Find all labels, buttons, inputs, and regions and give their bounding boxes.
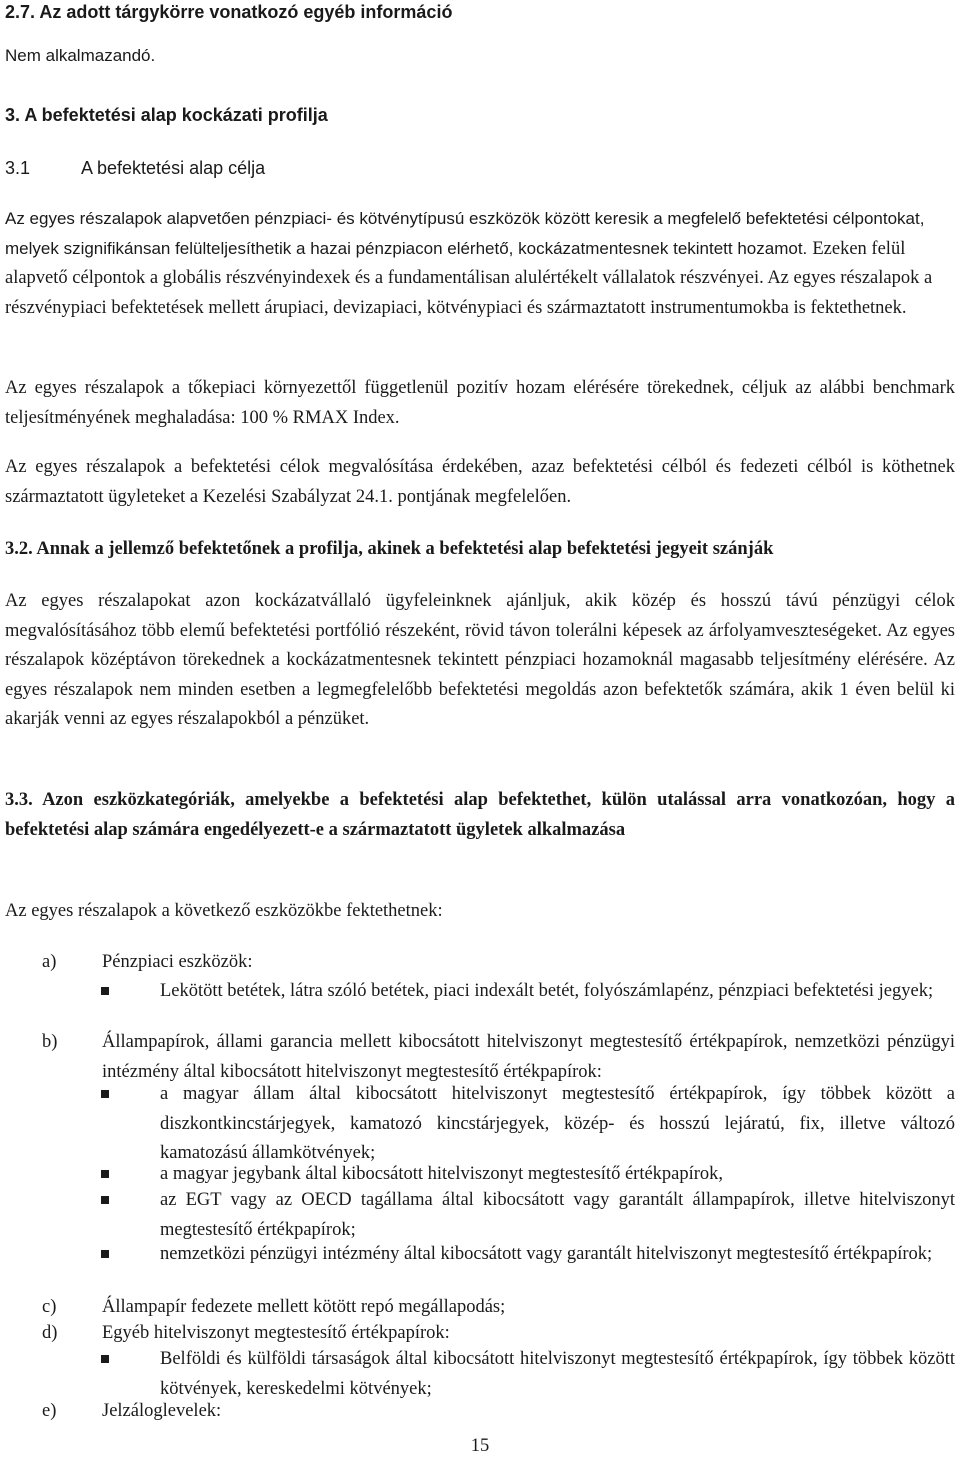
bullet-text-5: nemzetközi pénzügyi intézmény által kibocsátott vagy garantált hitelviszonyt megtestesítő értékpapírok; <box>160 1244 933 1264</box>
section-3-3-title: 3.3. Azon eszközkategóriák, amelyekbe a befektetési alap befektethet, külön utalással arra vonatkozóan, hogy a befektetési alap számára engedélyezett-e a származtatott ügyletek alkalmazása <box>5 790 955 840</box>
square-bullet-icon <box>101 987 109 995</box>
list-text-e: Jelzáloglevelek: <box>102 1401 222 1421</box>
section-3-1-title: A befektetési alap célja <box>81 158 266 178</box>
section-3-1-paragraph-1a: Az egyes részalapok alapvetően pénzpiaci- és kötvénytípusú eszközök között keresik a megfelelő befektetési célpontokat, melyek szignifikánsan felülteljesíthetik a hazai pénzpiacon elérhető, kockázatmentesnek tekintett hozamot. <box>5 209 925 258</box>
square-bullet-icon <box>101 1090 109 1098</box>
section-3-2-body: Az egyes részalapokat azon kockázatvállaló ügyfeleinknek ajánljuk, akik közép és hosszú távú pénzügyi célok megvalósításához több elemű befektetési portfólió részeként, rövid távon tolerálni képesek az árfolyamveszteségeket. Az egyes részalapok középtávon törekednek a kockázatmentesnek tekintett pénzpiaci hozamoknál magasabb teljesítmény elérésére. Az egyes részalapok nem minden esetben a legmegfelelőbb befektetési megoldás azon befektetők számára, akik 1 éven belül ki akarják venni az egyes részalapokból a pénzüket. <box>5 591 955 729</box>
bullet-text-2: a magyar állam által kibocsátott hitelviszonyt megtestesítő értékpapírok, így többek között a diszkontkincstárjegyek, kamatozó kincstárjegyek, közép- és hosszú lejáratú, fix, illetve változó kamatozású államkötvények; <box>160 1084 955 1163</box>
list-marker-e: e) <box>42 1401 57 1421</box>
list-marker-a: a) <box>42 952 57 972</box>
square-bullet-icon <box>101 1170 109 1178</box>
list-marker-c: c) <box>42 1297 57 1317</box>
section-3-1-paragraph-1 <box>5 204 955 323</box>
section-2-7-body: Nem alkalmazandó. <box>5 46 156 65</box>
list-text-c: Állampapír fedezete mellett kötött repó megállapodás; <box>102 1297 506 1317</box>
bullet-item-2 <box>5 1080 955 1169</box>
bullet-text-4: az EGT vagy az OECD tagállama által kibocsátott vagy garantált állampapírok, illetve hitelviszonyt megtestesítő értékpapírok; <box>160 1190 955 1240</box>
bullet-text-6: Belföldi és külföldi társaságok által kibocsátott hitelviszonyt megtestesítő értékpapírok, így többek között kötvények, kereskedelmi kötvények; <box>160 1349 955 1399</box>
list-text-d: Egyéb hitelviszonyt megtestesítő értékpapírok: <box>102 1323 450 1343</box>
list-item-b <box>5 1028 955 1087</box>
square-bullet-icon <box>101 1250 109 1258</box>
square-bullet-icon <box>101 1355 109 1363</box>
list-item-a <box>5 948 955 978</box>
section-3-1-paragraph-1b: Ezeken felül alapvető célpontok a globális részvényindexek és a fundamentálisan alulértékelt vállalatok részvényei. Az egyes részalapok a részvénypiaci befektetések mellett árupiaci, devizapiaci, kötvénypiaci és származtatott instrumentumokba is fektethetnek. <box>5 238 933 318</box>
section-3-title: 3. A befektetési alap kockázati profilja <box>5 105 328 125</box>
bullet-text-1: Lekötött betétek, látra szóló betétek, piaci indexált betét, folyószámlapénz, pénzpiaci befektetési jegyek; <box>160 981 934 1001</box>
section-3-1-paragraph-3: Az egyes részalapok a befektetési célok megvalósítása érdekében, azaz befektetési célból és fedezeti célból is köthetnek származtatott ügyleteket a Kezelési Szabályzat 24.1. pontjának megfelelően. <box>5 457 955 507</box>
bullet-item-4 <box>5 1186 955 1245</box>
square-bullet-icon <box>101 1196 109 1204</box>
list-marker-b: b) <box>42 1032 58 1052</box>
bullet-text-3: a magyar jegybank által kibocsátott hitelviszonyt megtestesítő értékpapírok, <box>160 1164 724 1184</box>
bullet-item-5 <box>5 1240 955 1270</box>
section-3-2-title: 3.2. Annak a jellemző befektetőnek a profilja, akinek a befektetési alap befektetési jegyeit szánják <box>5 539 774 559</box>
section-3-1-paragraph-2: Az egyes részalapok a tőkepiaci környezettől függetlenül pozitív hozam elérésére törekednek, céljuk az alábbi benchmark teljesítményének meghaladása: 100 % RMAX Index. <box>5 378 955 428</box>
list-text-b: Állampapírok, állami garancia mellett kibocsátott hitelviszonyt megtestesítő értékpapírok, nemzetközi pénzügyi intézmény által kibocsátott hitelviszonyt megtestesítő értékpapírok: <box>102 1032 955 1082</box>
section-3-1-number: 3.1 <box>5 158 31 178</box>
list-text-a: Pénzpiaci eszközök: <box>102 952 253 972</box>
section-3-1-heading <box>5 155 955 181</box>
section-2-7-title: 2.7. Az adott tárgykörre vonatkozó egyéb információ <box>5 2 453 22</box>
page-number: 15 <box>470 1436 490 1456</box>
bullet-item-6 <box>5 1345 955 1404</box>
bullet-item-1 <box>5 977 955 1007</box>
list-item-e <box>5 1397 955 1427</box>
list-marker-d: d) <box>42 1323 58 1343</box>
section-3-3-intro: Az egyes részalapok a következő eszközökbe fektethetnek: <box>5 901 443 921</box>
